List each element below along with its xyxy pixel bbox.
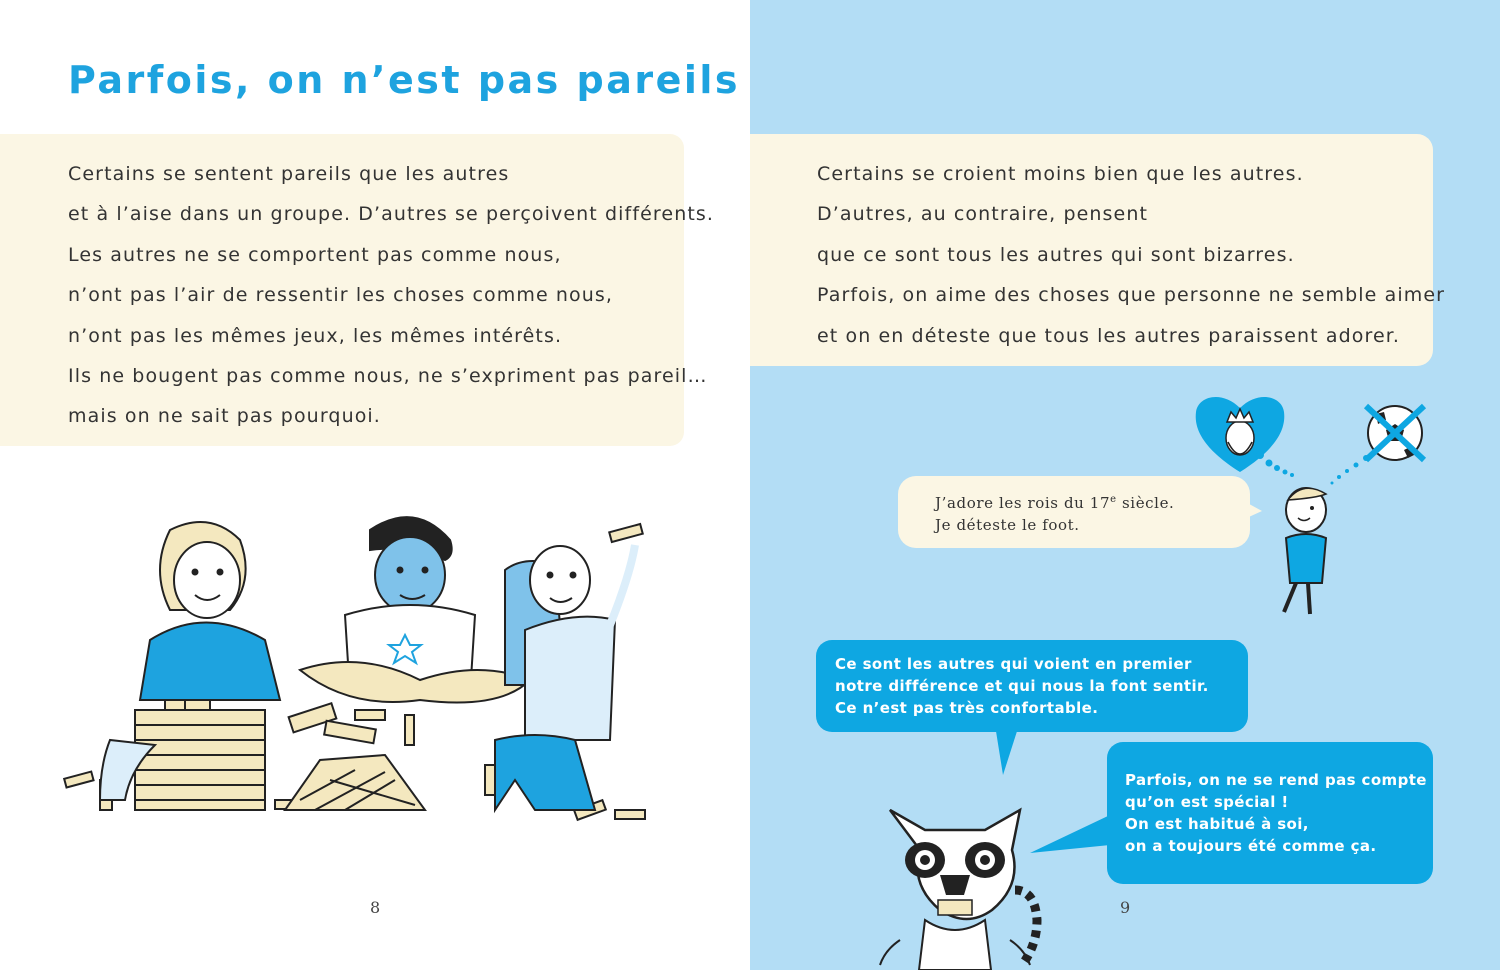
text-line: mais on ne sait pas pourquoi. [68,405,381,428]
text-line: Ils ne bougent pas comme nous, ne s’expriment pas pareil… [68,365,708,388]
page-title: Parfois, on n’est pas pareils [68,58,741,102]
bubble-line: On est habitué à soi, [1125,815,1309,833]
text-line: Les autres ne se comportent pas comme nous, [68,243,562,266]
child-speech-line-2: Je déteste le foot. [935,516,1080,534]
intro-text-box [0,134,715,446]
text-line: Certains se sentent pareils que les autres [68,163,510,185]
boy-thinking-illustration [1268,478,1348,618]
right-text-box [750,134,1446,366]
text-line: D’autres, au contraire, pensent [817,203,1149,226]
child-speech-line-1: J’adore les rois du 17e siècle. [935,494,1175,512]
text-line: Parfois, on aime des choses que personne ne semble aimer [817,284,1446,307]
crossed-football-icon [1362,400,1428,466]
bubble-line: qu’on est spécial ! [1125,793,1289,811]
lemur-speech-bubble [1107,742,1433,884]
text-line: que ce sont tous les autres qui sont bizarres. [817,243,1295,266]
page-number-left: 8 [370,898,381,917]
bubble-line: Ce n’est pas très confortable. [835,699,1099,717]
lemur-illustration [870,800,1050,970]
text-line: n’ont pas l’air de ressentir les choses comme nous, [68,284,614,307]
narrator-speech-bubble [816,640,1248,732]
children-playing-blocks-illustration [55,510,655,870]
bubble-line: Parfois, on ne se rend pas compte [1125,771,1427,789]
bubble-line: notre différence et qui nous la font sentir. [835,677,1209,695]
text-line: Certains se croient moins bien que les autres. [817,163,1304,185]
bubble-line: on a toujours été comme ça. [1125,837,1377,855]
text-line: et à l’aise dans un groupe. D’autres se perçoivent différents. [68,203,715,226]
text-line: et on en déteste que tous les autres paraissent adorer. [817,324,1401,347]
child-speech-bubble [898,476,1250,548]
bubble-line: Ce sont les autres qui voient en premier [835,655,1192,673]
bubble-tail-narrator [995,725,1025,780]
page-number-right: 9 [1120,898,1131,917]
text-line: n’ont pas les mêmes jeux, les mêmes intérêts. [68,324,563,347]
